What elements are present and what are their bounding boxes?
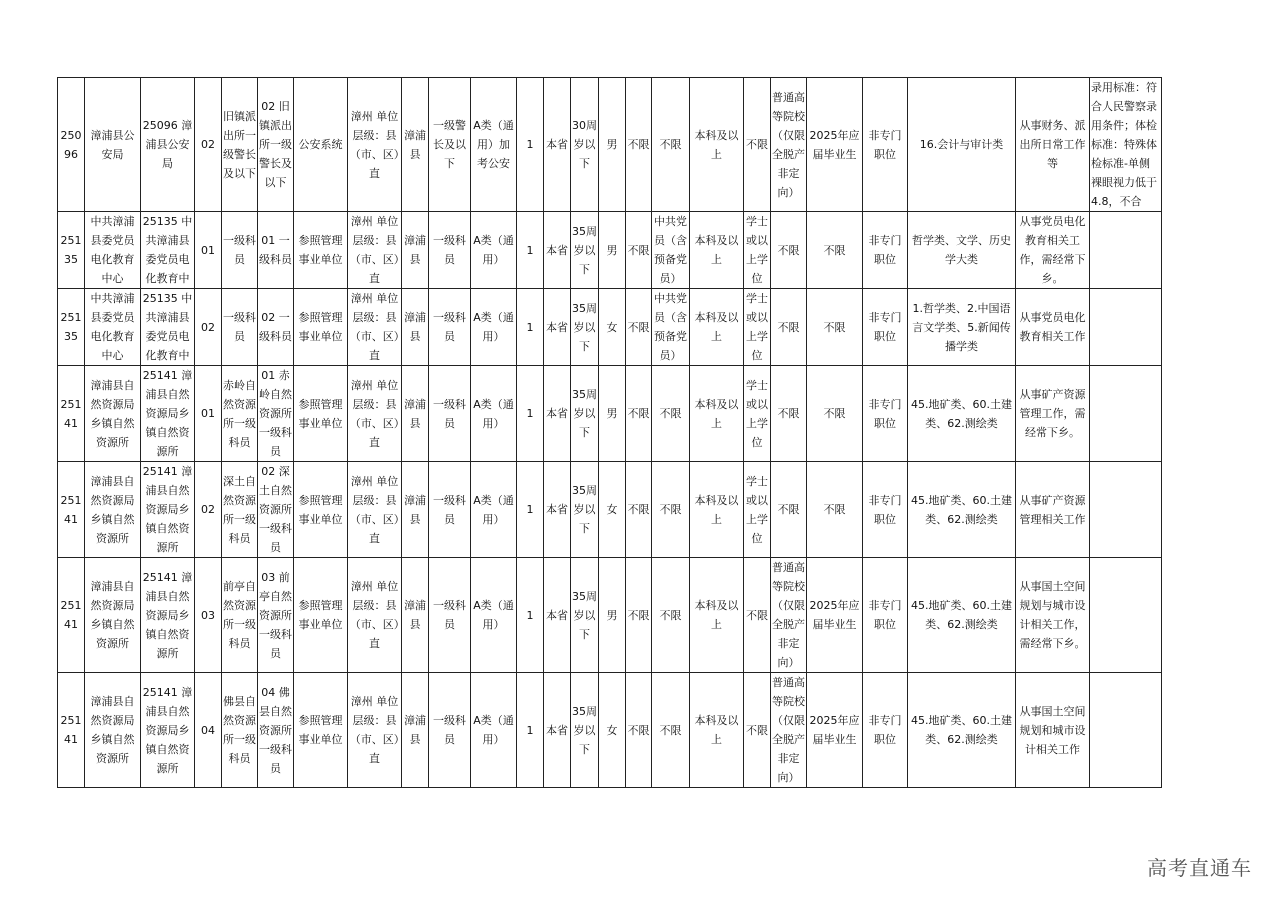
cell-degree: 不限 [744, 558, 771, 673]
cell-gender: 男 [599, 78, 626, 212]
cell-duty: 从事党员电化教育相关工作，需经常下乡。 [1016, 212, 1090, 289]
cell-ethnic: 不限 [626, 366, 652, 462]
cell-code: 25135 [58, 289, 85, 366]
cell-exam: A类（通用） [471, 289, 517, 366]
table-row [58, 558, 1162, 673]
cell-degree: 不限 [744, 78, 771, 212]
cell-origin: 本省 [544, 673, 571, 788]
cell-special: 非专门职位 [863, 78, 908, 212]
table-row [58, 78, 1162, 212]
cell-education: 本科及以上 [690, 558, 744, 673]
cell-note [1090, 289, 1162, 366]
cell-age: 35周岁以下 [571, 212, 599, 289]
cell-pos-code: 01 赤岭自然资源所一级科员 [258, 366, 294, 462]
cell-unit: 漳浦县公安局 [85, 78, 141, 212]
cell-pos-no: 01 [195, 212, 222, 289]
cell-major: 45.地矿类、60.土建类、62.测绘类 [908, 558, 1016, 673]
cell-pos-name: 深土自然资源所一级科员 [222, 462, 258, 558]
cell-pos-name: 一级科员 [222, 212, 258, 289]
cell-system: 参照管理事业单位 [294, 558, 348, 673]
cell-note [1090, 366, 1162, 462]
cell-note [1090, 673, 1162, 788]
cell-note [1090, 212, 1162, 289]
cell-major: 哲学类、文学、历史学大类 [908, 212, 1016, 289]
cell-unit-code: 25141 漳浦县自然资源局乡镇自然资源所 [141, 462, 195, 558]
cell-unit: 中共漳浦县委党员电化教育中心 [85, 212, 141, 289]
table-row [58, 673, 1162, 788]
cell-source: 不限 [771, 366, 807, 462]
cell-pos-no: 02 [195, 462, 222, 558]
cell-county: 漳浦县 [402, 366, 429, 462]
cell-origin: 本省 [544, 78, 571, 212]
cell-exam: A类（通用） [471, 462, 517, 558]
cell-count: 1 [517, 558, 544, 673]
cell-special: 非专门职位 [863, 289, 908, 366]
cell-origin: 本省 [544, 289, 571, 366]
table-row [58, 212, 1162, 289]
cell-note: 录用标准：符合人民警察录用条件；体检标准：特殊体检标准-单侧裸眼视力低于4.8，不合 [1090, 78, 1162, 212]
cell-pos-code: 02 深土自然资源所一级科员 [258, 462, 294, 558]
cell-unit: 漳浦县自然资源局乡镇自然资源所 [85, 462, 141, 558]
cell-ethnic: 不限 [626, 78, 652, 212]
cell-education: 本科及以上 [690, 366, 744, 462]
cell-education: 本科及以上 [690, 462, 744, 558]
cell-education: 本科及以上 [690, 212, 744, 289]
watermark-text: 高考直通车 [1147, 856, 1252, 880]
cell-education: 本科及以上 [690, 289, 744, 366]
cell-code: 25096 [58, 78, 85, 212]
cell-politics: 不限 [652, 78, 690, 212]
cell-major: 16.会计与审计类 [908, 78, 1016, 212]
cell-origin: 本省 [544, 462, 571, 558]
cell-rank: 一级科员 [429, 462, 471, 558]
cell-pos-name: 旧镇派出所一级警长及以下 [222, 78, 258, 212]
cell-count: 1 [517, 289, 544, 366]
cell-code: 25141 [58, 558, 85, 673]
cell-exam: A类（通用） [471, 673, 517, 788]
cell-degree: 学士或以上学位 [744, 366, 771, 462]
cell-duty: 从事矿产资源管理工作，需经常下乡。 [1016, 366, 1090, 462]
cell-count: 1 [517, 366, 544, 462]
cell-unit-code: 25135 中共漳浦县委党员电化教育中 [141, 212, 195, 289]
cell-pos-name: 一级科员 [222, 289, 258, 366]
cell-gender: 女 [599, 289, 626, 366]
cell-rank: 一级科员 [429, 366, 471, 462]
cell-age: 35周岁以下 [571, 673, 599, 788]
cell-gender: 男 [599, 212, 626, 289]
cell-unit-code: 25096 漳浦县公安局 [141, 78, 195, 212]
cell-age: 30周岁以下 [571, 78, 599, 212]
cell-politics: 不限 [652, 462, 690, 558]
cell-unit-code: 25141 漳浦县自然资源局乡镇自然资源所 [141, 366, 195, 462]
cell-ethnic: 不限 [626, 212, 652, 289]
cell-code: 25141 [58, 673, 85, 788]
cell-origin: 本省 [544, 212, 571, 289]
cell-count: 1 [517, 673, 544, 788]
cell-code: 25135 [58, 212, 85, 289]
cell-exam: A类（通用）加考公安 [471, 78, 517, 212]
cell-degree: 不限 [744, 673, 771, 788]
cell-special: 非专门职位 [863, 462, 908, 558]
cell-pos-no: 02 [195, 289, 222, 366]
cell-county: 漳浦县 [402, 673, 429, 788]
cell-pos-name: 赤岭自然资源所一级科员 [222, 366, 258, 462]
cell-special: 非专门职位 [863, 673, 908, 788]
cell-unit: 漳浦县自然资源局乡镇自然资源所 [85, 366, 141, 462]
cell-level: 漳州 单位层级：县（市、区）直 [348, 673, 402, 788]
cell-ethnic: 不限 [626, 289, 652, 366]
cell-gender: 女 [599, 462, 626, 558]
cell-gender: 男 [599, 366, 626, 462]
cell-county: 漳浦县 [402, 462, 429, 558]
cell-source: 不限 [771, 462, 807, 558]
cell-level: 漳州 单位层级：县（市、区）直 [348, 462, 402, 558]
cell-grad: 2025年应届毕业生 [807, 558, 863, 673]
cell-politics: 中共党员（含预备党员） [652, 289, 690, 366]
cell-gender: 女 [599, 673, 626, 788]
cell-rank: 一级警长及以下 [429, 78, 471, 212]
cell-system: 参照管理事业单位 [294, 673, 348, 788]
cell-note [1090, 462, 1162, 558]
cell-gender: 男 [599, 558, 626, 673]
cell-special: 非专门职位 [863, 558, 908, 673]
cell-pos-name: 佛昙自然资源所一级科员 [222, 673, 258, 788]
cell-special: 非专门职位 [863, 212, 908, 289]
cell-note [1090, 558, 1162, 673]
cell-pos-name: 前亭自然资源所一级科员 [222, 558, 258, 673]
cell-politics: 不限 [652, 366, 690, 462]
cell-education: 本科及以上 [690, 78, 744, 212]
cell-system: 参照管理事业单位 [294, 462, 348, 558]
cell-politics: 不限 [652, 673, 690, 788]
cell-age: 35周岁以下 [571, 558, 599, 673]
table-row [58, 462, 1162, 558]
cell-grad: 2025年应届毕业生 [807, 78, 863, 212]
cell-code: 25141 [58, 366, 85, 462]
cell-degree: 学士或以上学位 [744, 212, 771, 289]
cell-origin: 本省 [544, 366, 571, 462]
cell-source: 不限 [771, 212, 807, 289]
cell-grad: 不限 [807, 366, 863, 462]
cell-level: 漳州 单位层级：县（市、区）直 [348, 366, 402, 462]
cell-system: 参照管理事业单位 [294, 212, 348, 289]
cell-origin: 本省 [544, 558, 571, 673]
cell-code: 25141 [58, 462, 85, 558]
cell-politics: 中共党员（含预备党员） [652, 212, 690, 289]
cell-degree: 学士或以上学位 [744, 289, 771, 366]
cell-count: 1 [517, 78, 544, 212]
cell-rank: 一级科员 [429, 212, 471, 289]
cell-pos-code: 01 一级科员 [258, 212, 294, 289]
cell-pos-no: 02 [195, 78, 222, 212]
cell-source: 普通高等院校（仅限全脱产非定向） [771, 78, 807, 212]
cell-unit-code: 25135 中共漳浦县委党员电化教育中 [141, 289, 195, 366]
cell-duty: 从事矿产资源管理相关工作 [1016, 462, 1090, 558]
cell-special: 非专门职位 [863, 366, 908, 462]
cell-grad: 不限 [807, 212, 863, 289]
cell-county: 漳浦县 [402, 289, 429, 366]
cell-county: 漳浦县 [402, 78, 429, 212]
cell-source: 普通高等院校（仅限全脱产非定向） [771, 673, 807, 788]
cell-grad: 不限 [807, 462, 863, 558]
cell-rank: 一级科员 [429, 673, 471, 788]
cell-pos-no: 04 [195, 673, 222, 788]
cell-major: 45.地矿类、60.土建类、62.测绘类 [908, 366, 1016, 462]
cell-ethnic: 不限 [626, 673, 652, 788]
cell-system: 参照管理事业单位 [294, 366, 348, 462]
cell-unit: 漳浦县自然资源局乡镇自然资源所 [85, 673, 141, 788]
cell-pos-code: 02 一级科员 [258, 289, 294, 366]
cell-duty: 从事国土空间规划与城市设计相关工作，需经常下乡。 [1016, 558, 1090, 673]
cell-level: 漳州 单位层级：县（市、区）直 [348, 289, 402, 366]
cell-source: 不限 [771, 289, 807, 366]
cell-duty: 从事财务、派出所日常工作等 [1016, 78, 1090, 212]
cell-ethnic: 不限 [626, 558, 652, 673]
cell-unit-code: 25141 漳浦县自然资源局乡镇自然资源所 [141, 673, 195, 788]
cell-major: 1.哲学类、2.中国语言文学类、5.新闻传播学类 [908, 289, 1016, 366]
cell-exam: A类（通用） [471, 212, 517, 289]
cell-system: 参照管理事业单位 [294, 289, 348, 366]
cell-level: 漳州 单位层级：县（市、区）直 [348, 78, 402, 212]
cell-pos-no: 03 [195, 558, 222, 673]
cell-level: 漳州 单位层级：县（市、区）直 [348, 212, 402, 289]
cell-county: 漳浦县 [402, 212, 429, 289]
cell-exam: A类（通用） [471, 558, 517, 673]
cell-rank: 一级科员 [429, 558, 471, 673]
cell-system: 公安系统 [294, 78, 348, 212]
cell-unit-code: 25141 漳浦县自然资源局乡镇自然资源所 [141, 558, 195, 673]
cell-age: 35周岁以下 [571, 462, 599, 558]
cell-pos-code: 03 前亭自然资源所一级科员 [258, 558, 294, 673]
cell-age: 35周岁以下 [571, 289, 599, 366]
cell-major: 45.地矿类、60.土建类、62.测绘类 [908, 462, 1016, 558]
cell-pos-no: 01 [195, 366, 222, 462]
cell-count: 1 [517, 212, 544, 289]
cell-unit: 中共漳浦县委党员电化教育中心 [85, 289, 141, 366]
cell-politics: 不限 [652, 558, 690, 673]
cell-duty: 从事国土空间规划和城市设计相关工作 [1016, 673, 1090, 788]
cell-ethnic: 不限 [626, 462, 652, 558]
cell-education: 本科及以上 [690, 673, 744, 788]
cell-count: 1 [517, 462, 544, 558]
cell-duty: 从事党员电化教育相关工作 [1016, 289, 1090, 366]
cell-grad: 不限 [807, 289, 863, 366]
recruitment-table [57, 77, 1162, 788]
cell-degree: 学士或以上学位 [744, 462, 771, 558]
cell-county: 漳浦县 [402, 558, 429, 673]
cell-exam: A类（通用） [471, 366, 517, 462]
cell-major: 45.地矿类、60.土建类、62.测绘类 [908, 673, 1016, 788]
cell-rank: 一级科员 [429, 289, 471, 366]
cell-grad: 2025年应届毕业生 [807, 673, 863, 788]
cell-level: 漳州 单位层级：县（市、区）直 [348, 558, 402, 673]
table-row [58, 289, 1162, 366]
cell-age: 35周岁以下 [571, 366, 599, 462]
cell-pos-code: 04 佛昙自然资源所一级科员 [258, 673, 294, 788]
cell-source: 普通高等院校（仅限全脱产非定向） [771, 558, 807, 673]
cell-pos-code: 02 旧镇派出所一级警长及以下 [258, 78, 294, 212]
cell-unit: 漳浦县自然资源局乡镇自然资源所 [85, 558, 141, 673]
table-row [58, 366, 1162, 462]
